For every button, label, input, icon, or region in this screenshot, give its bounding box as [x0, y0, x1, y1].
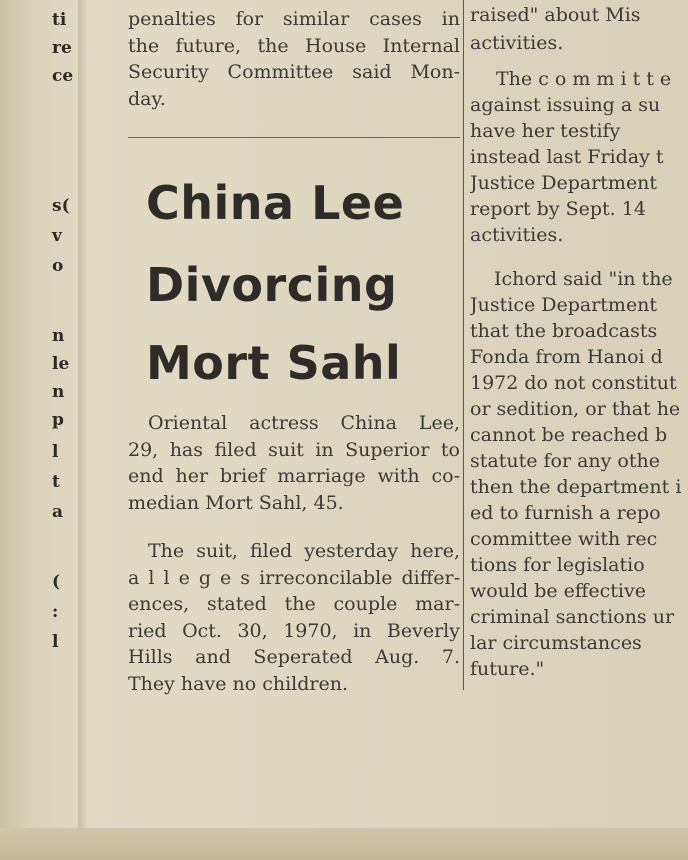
page-fold-shadow [78, 0, 88, 860]
left-fragment-text: le [52, 354, 70, 374]
left-fragment-text: p [52, 410, 64, 430]
right-column-line: Fonda from Hanoi d [470, 346, 663, 368]
left-fragment-text: n [52, 326, 65, 346]
right-column-line: committee with rec [470, 528, 658, 550]
right-column-line: ed to furnish a repo [470, 502, 661, 524]
left-fragment-text: l [52, 442, 59, 462]
body-paragraph-2-cont [128, 565, 460, 698]
body-paragraph-2 [148, 538, 460, 565]
right-column-line: lar circumstances [470, 632, 642, 654]
column-rule [463, 0, 464, 690]
left-fragment-text: n [52, 382, 65, 402]
left-fragment-text: ( [52, 572, 61, 592]
headline-line-2: Divorcing [146, 258, 398, 312]
body-line: end her brief marriage with co- [128, 465, 460, 487]
right-column-line: criminal sanctions ur [470, 606, 675, 628]
right-column-line: activities. [470, 32, 564, 54]
right-column [470, 0, 688, 700]
body-line: They have no children. [128, 672, 349, 695]
right-column-line: against issuing a su [470, 94, 661, 116]
left-fragment-text: v [52, 226, 62, 246]
left-fragment-text: s( [52, 196, 70, 216]
right-column-line: have her testify [470, 120, 621, 142]
intro-line: penalties for similar cases in [128, 8, 460, 30]
intro-paragraph [128, 6, 460, 112]
right-column-line: report by Sept. 14 [470, 198, 646, 220]
intro-line: Security Committee said Mon- [128, 61, 460, 83]
right-column-line: 1972 do not constitut [470, 372, 677, 394]
right-column-line: tions for legislatio [470, 554, 645, 576]
intro-line: the future, the House Internal [128, 34, 460, 57]
right-column-line: statute for any othe [470, 450, 660, 472]
body-line: 29, has filed suit in Superior to [128, 438, 460, 461]
left-fragment-text: : [52, 602, 59, 622]
left-fragment-text: l [52, 632, 59, 652]
headline-line-1: China Lee [146, 176, 405, 230]
body-paragraph-1 [148, 410, 460, 437]
paper-bottom-edge [0, 828, 688, 860]
headline-line-3: Mort Sahl [146, 336, 402, 390]
body-line: ried Oct. 30, 1970, in Beverly [128, 619, 460, 642]
body-line: ences, stated the couple mar- [128, 593, 460, 615]
body-line: Hills and Seperated Aug. 7. [128, 646, 460, 668]
body-paragraph-1-cont [128, 437, 460, 517]
left-fragment-text: re [52, 38, 72, 58]
left-fragment-text: ce [52, 66, 74, 86]
right-column-line: raised" about Mis [470, 4, 641, 26]
body-line: Oriental actress China Lee, [148, 412, 460, 434]
left-fragment-text: t [52, 472, 60, 492]
right-column-line: Ichord said "in the [494, 268, 673, 290]
right-column-line: that the broadcasts [470, 320, 658, 342]
left-fragment-text: ti [52, 10, 67, 30]
right-column-line: The c o m m i t t e [496, 68, 672, 90]
body-line: median Mort Sahl, 45. [128, 491, 344, 514]
intro-line: day. [128, 87, 166, 110]
left-fragment-text: o [52, 256, 64, 276]
left-fragment-text: a [52, 502, 64, 522]
right-column-line: Justice Department [470, 294, 658, 316]
right-column-line: activities. [470, 224, 564, 246]
right-column-line: then the department i [470, 476, 682, 498]
right-column-line: future." [470, 658, 545, 680]
section-divider [128, 137, 460, 138]
right-column-line: or sedition, or that he [470, 398, 681, 420]
right-column-line: would be effective [470, 580, 646, 602]
right-column-line: Justice Department [470, 172, 658, 194]
body-line: a l l e g e s irreconcilable differ- [128, 566, 460, 589]
right-column-line: instead last Friday t [470, 146, 664, 168]
right-column-line: cannot be reached b [470, 424, 668, 446]
body-line: The suit, filed yesterday here, [148, 540, 460, 562]
